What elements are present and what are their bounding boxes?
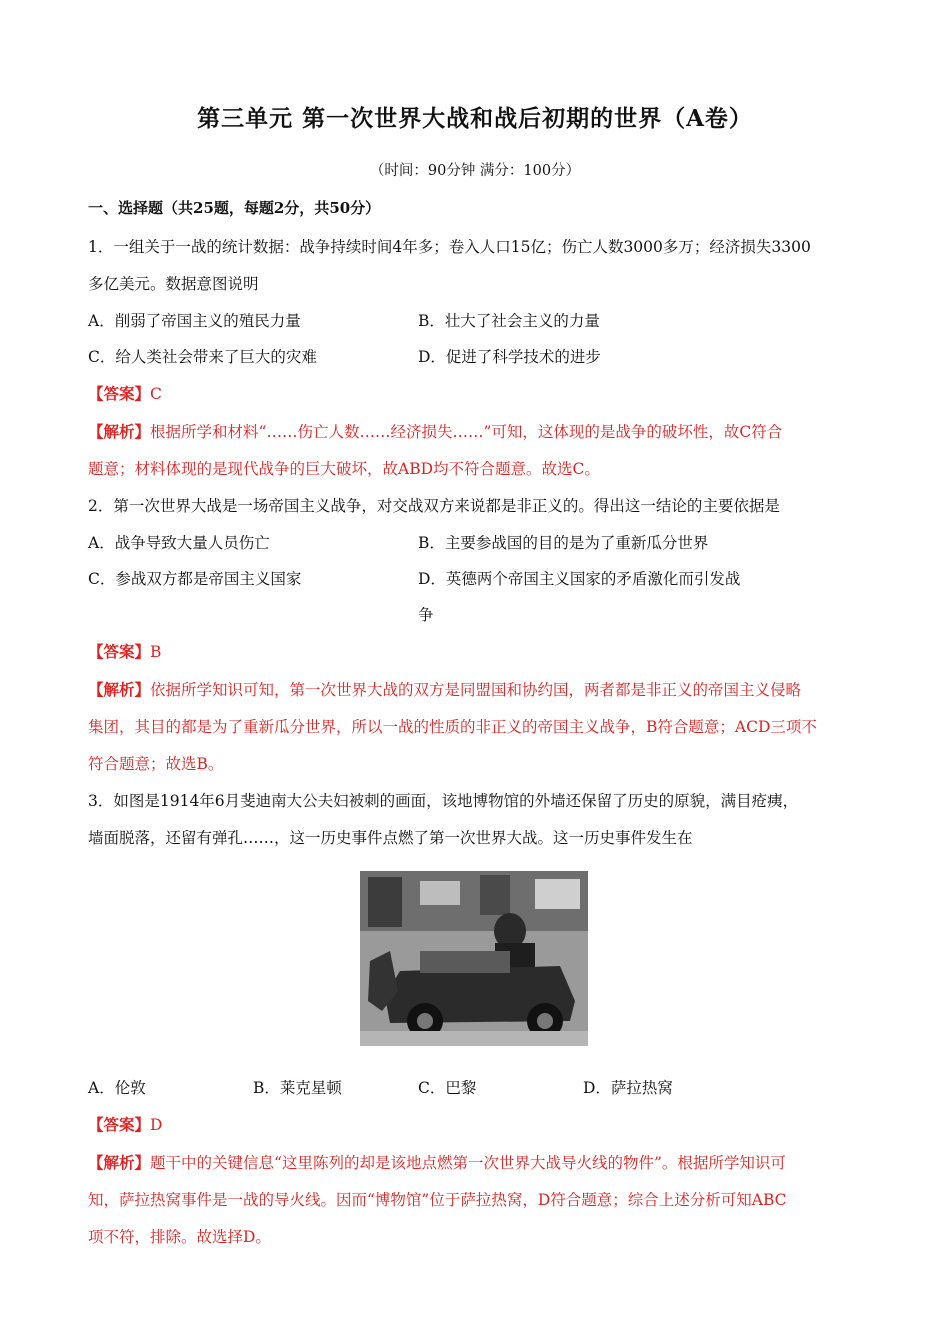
question-2 [88,488,868,783]
options-row [88,339,868,375]
answer-line [88,633,868,671]
option-a: A．伦敦 [88,1079,146,1097]
analysis-line [88,413,868,451]
question-stem-line: 2．第一次世界大战是一场帝国主义战争，对交战双方来说都是非正义的。得出这一结论的主要依据是 [88,497,780,515]
answer-label: 【答案】 [88,384,151,403]
answer-line [88,1106,868,1144]
option-d: D．英德两个帝国主义国家的矛盾激化而引发战争 [418,570,741,624]
question-stem-line: 墙面脱落，还留有弹孔……，这一历史事件点燃了第一次世界大战。这一历史事件发生在 [88,829,693,847]
analysis-line: 符合题意；故选B。 [88,755,224,773]
answer-label: 【答案】 [88,1115,151,1134]
analysis-line: 集团，其目的都是为了重新瓜分世界，所以一战的性质的非正义的帝国主义战争，B符合题意；ACD三项不 [88,718,817,736]
answer-label: 【答案】 [88,642,151,661]
analysis-text: 题干中的关键信息“这里陈列的却是该地点燃第一次世界大战导火线的物件”。根据所学知识可 [150,1154,786,1172]
options-row [88,561,868,633]
options-row [88,303,868,339]
question-stem-line: 1．一组关于一战的统计数据：战争持续时间4年多；卷入人口15亿；伤亡人数3000多万；经济损失3300 [88,238,811,256]
analysis-line: 知，萨拉热窝事件是一战的导火线。因而“博物馆”位于萨拉热窝，D符合题意；综合上述分析可知ABC [88,1191,787,1209]
question-3 [88,783,868,1256]
option-c: C．给人类社会带来了巨大的灾难 [88,348,317,366]
analysis-label: 【解析】 [88,680,151,699]
option-a: A．削弱了帝国主义的殖民力量 [88,312,301,330]
analysis-line [88,1144,868,1182]
options-row [88,525,868,561]
assassination-photo [360,871,588,1046]
question-stem-line: 3．如图是1914年6月斐迪南大公夫妇被刺的画面，该地博物馆的外墙还保留了历史的原貌，满目疮痍， [88,792,799,810]
option-c: C．参战双方都是帝国主义国家 [88,570,302,588]
content [88,195,868,1256]
exam-time-score: （时间：90分钟 满分：100分） [369,163,581,179]
option-b: B．莱克星顿 [253,1079,342,1097]
analysis-line [88,671,868,709]
option-b: B．主要参战国的目的是为了重新瓜分世界 [418,534,709,552]
option-d: D．促进了科学技术的进步 [418,348,601,366]
analysis-text: 根据所学和材料“……伤亡人数……经济损失……”可知，这体现的是战争的破坏性，故C符合 [150,423,783,441]
analysis-label: 【解析】 [88,1153,151,1172]
question-stem-line: 多亿美元。数据意图说明 [88,275,259,293]
analysis-line: 题意；材料体现的是现代战争的巨大破坏，故ABD均不符合题意。故选C。 [88,460,600,478]
answer-line [88,375,868,413]
section-heading: 一、选择题（共25题，每题2分，共50分） [88,199,381,217]
analysis-text: 依据所学知识可知，第一次世界大战的双方是同盟国和协约国，两者都是非正义的帝国主义侵略 [150,681,802,699]
option-c: C．巴黎 [418,1079,477,1097]
option-d: D．萨拉热窝 [583,1079,673,1097]
answer-value: C [150,385,162,403]
answer-value: D [150,1116,163,1134]
page-title: 第三单元 第一次世界大战和战后初期的世界（A卷） [197,105,753,132]
analysis-label: 【解析】 [88,422,151,441]
options-row [88,1070,868,1106]
analysis-line: 项不符，排除。故选择D。 [88,1228,271,1246]
answer-value: B [150,643,162,661]
option-a: A．战争导致大量人员伤亡 [88,534,270,552]
question-1 [88,229,868,488]
option-b: B．壮大了社会主义的力量 [418,312,600,330]
